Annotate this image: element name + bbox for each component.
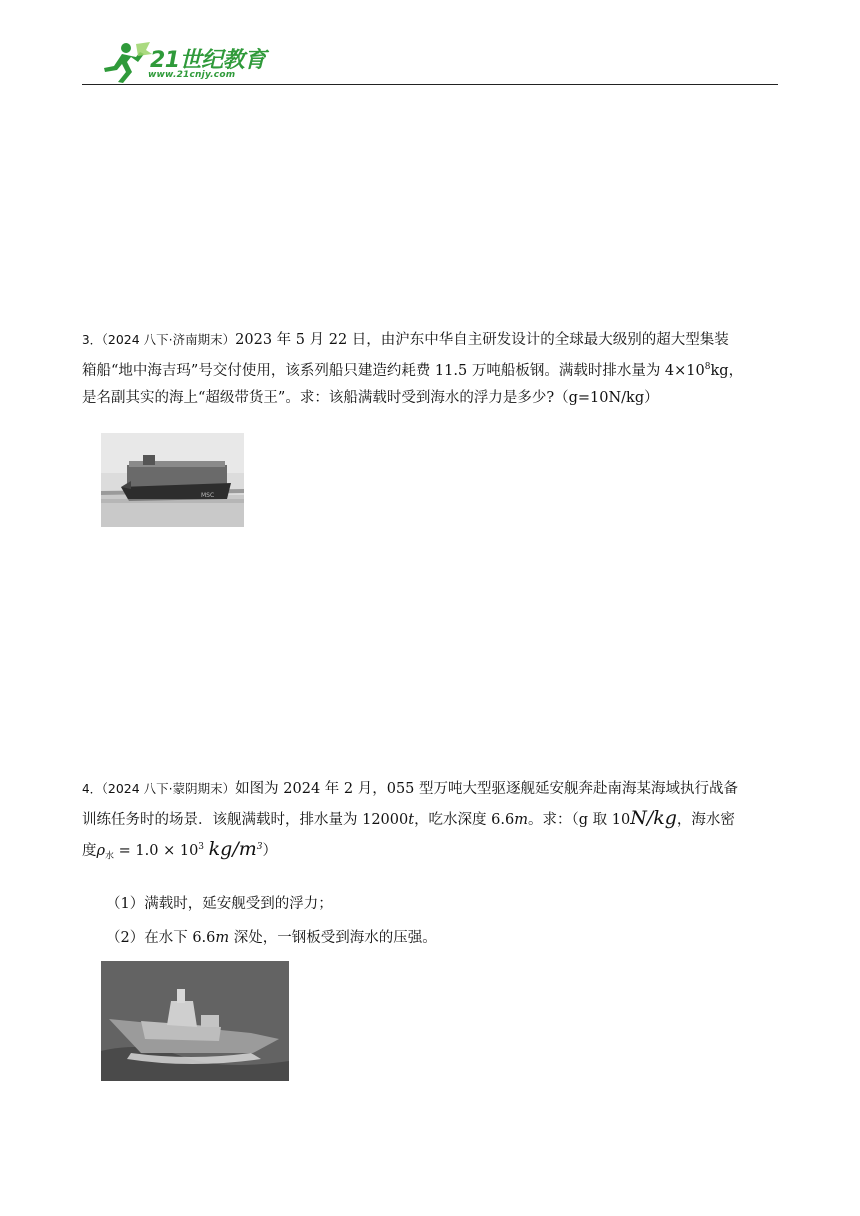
q4-subquestion-2 [106,925,437,952]
question-3 [82,326,782,412]
question-4 [82,775,782,871]
q4-text-1: 如图为 2024 年 2 月，055 型万吨大型驱逐舰延安舰奔赴南海某海域执行战备 [235,781,739,797]
q4-rho: ρ [96,842,106,859]
q4-line-2 [82,805,782,834]
q3-number: 3． [82,333,102,347]
q4-unit-exponent: 3 [256,842,263,852]
destroyer-ship-photo [101,961,289,1081]
q4-source: （2024 八下·蒙阴期末） [101,781,236,796]
q4-line-3 [82,834,782,871]
q4-text-3c: ） [262,842,277,859]
q3-line-2 [82,354,782,385]
q4-sub2-text-a: （2）在水下 6.6 [106,930,216,946]
q4-unit-m: m [514,812,528,828]
q3-line-3 [82,385,782,412]
q4-unit-t: t [408,812,415,828]
q4-text-3b: = 1.0 × 10 [114,842,199,859]
logo-text: 21世纪教育 [150,48,266,73]
q3-exponent: 8 [704,362,711,372]
q4-sub2-text-b: 深处，一钢板受到海水的压强。 [229,930,437,946]
q4-text-3a: 度 [82,842,97,859]
logo-url: www.21cnjy.com [148,70,236,80]
q3-text-2b: kg， [710,362,744,379]
q4-unit-density: kg/m [208,837,257,860]
q3-text-3: 是名副其实的海上“超级带货王”。求：该船满载时受到海水的浮力是多少?（g=10N/kg） [82,389,659,406]
q4-rho-subscript: 水 [105,851,115,862]
container-ship-photo [101,433,244,527]
q4-sub2-unit-m: m [215,930,230,946]
header-divider [82,84,778,85]
q4-subquestion-1: （1）满载时，延安舰受到的浮力； [106,896,333,912]
q4-number: 4． [82,782,102,796]
q3-line-1 [82,326,782,354]
q4-text-2d: ，海水密 [676,812,735,828]
q4-text-2a: 训练任务时的场景．该舰满载时，排水量为 12000 [82,812,409,828]
q4-line-1 [82,775,782,803]
q3-text-1: 2023 年 5 月 22 日，由沪东中华自主研发设计的全球最大级别的超大型集装 [235,332,729,348]
q3-text-2a: 箱船“地中海吉玛”号交付使用，该系列船只建造约耗费 11.5 万吨船板钢。满载时排水量为 4×10 [82,362,705,379]
q4-text-2c: 。求：（g 取 10 [527,812,631,828]
q3-source: （2024 八下·济南期末） [101,332,236,347]
q4-text-2b: ，吃水深度 6.6 [414,812,515,828]
runner-icon [100,40,154,84]
q4-unit-n-per-kg: N/kg [630,807,677,829]
svg-text:MSC: MSC [201,492,215,499]
site-logo [100,40,290,84]
q4-exponent: 3 [198,842,205,852]
